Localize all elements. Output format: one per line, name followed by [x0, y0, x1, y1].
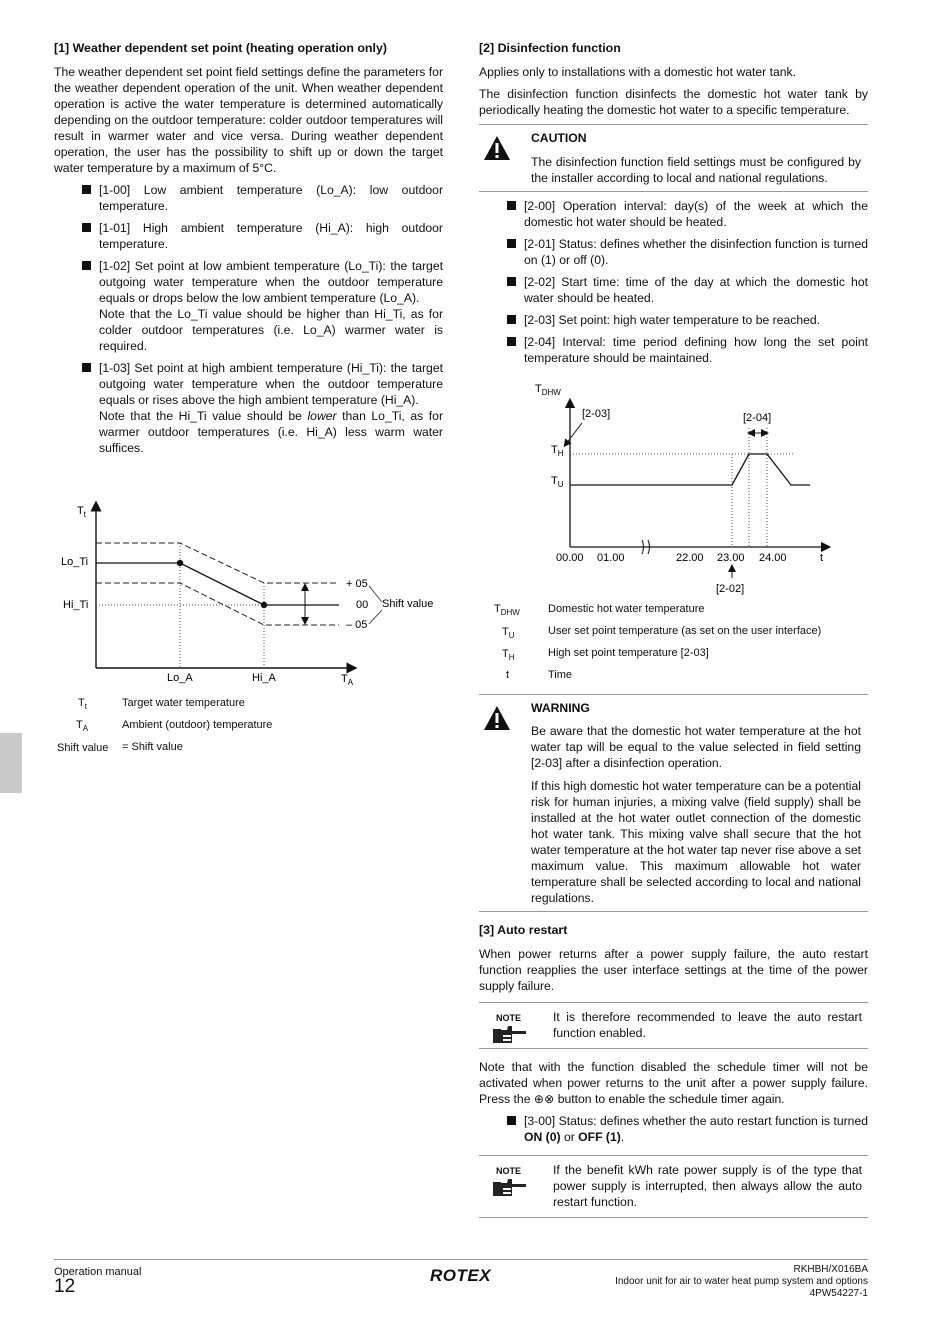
y-axis-label: $T_{DHW}$	[535, 383, 561, 397]
note-box	[479, 1002, 868, 1049]
chart2-legend	[479, 601, 869, 689]
section1-intro: The weather dependent set point field settings define the parameters for the weather dependent operation of the unit. When weather dependent operation is active the water temperature is determined automatically depending on the outdoor temperature: colder outdoor temperatures will result in warmer water and vice versa. During weather dependent operation, the user has the possibility to shift up or down the target water temperature by a maximum of 5°C.	[54, 65, 443, 175]
footer-code: 4PW54227-1	[809, 1288, 868, 1299]
minus-label: – 05	[346, 619, 368, 631]
list-item: [2-00] Operation interval: day(s) of the week at which the domestic hot water should be heated.	[507, 198, 868, 230]
tick-label: 22.00	[676, 552, 704, 564]
list-item-note: Note that the Hi_Ti value should be lower than Lo_Ti, as for warmer outdoor temperatures (i.e. Hi_A) less warm water suffices.	[99, 409, 444, 455]
list-item: [2-01] Status: defines whether the disinfection function is turned on (1) or off (0).	[507, 236, 868, 268]
schedule-timer-icon: ⊕⊗	[533, 1092, 555, 1106]
section1-title: [1] Weather dependent set point (heating operation only)	[54, 41, 387, 55]
hi-a-label: Hi_A	[252, 672, 276, 684]
list-item: [1-02] Set point at low ambient temperature (Lo_Ti): the target outgoing water temperature when the outdoor temperature equals or drops below the low ambient temperature (Lo_A). Note that the Lo_Ti value should be higher than Hi_Ti, as for colder outdoor temperatures (i.e. Lo_A) warmer water is required.	[82, 258, 443, 354]
note-text: It is therefore recommended to leave the auto restart function enabled.	[553, 1010, 862, 1040]
section1-list	[54, 182, 443, 456]
footer-desc: Indoor unit for air to water heat pump system and options	[615, 1276, 868, 1287]
legend-symbol: $T_H$	[502, 648, 515, 663]
list-item: [1-01] High ambient temperature (Hi_A): high outdoor temperature.	[82, 220, 443, 252]
list-item: [1-00] Low ambient temperature (Lo_A): low outdoor temperature.	[82, 182, 443, 214]
weather-dependent-chart	[54, 498, 454, 694]
list-item: [3-00] Status: defines whether the auto restart function is turned ON (0) or OFF (1).	[507, 1113, 868, 1145]
pointing-hand-icon	[493, 1178, 527, 1198]
legend-desc: = Shift value	[122, 741, 183, 753]
left-column	[54, 40, 443, 462]
right-column-lower	[479, 694, 868, 1218]
section3-p2: Note that with the function disabled the schedule timer will not be activated when power returns to the unit after a power supply failure. Press the ⊕⊗ button to enable the schedule timer again.	[479, 1060, 868, 1106]
legend-symbol: t	[506, 669, 510, 681]
warning-title: WARNING	[531, 701, 590, 715]
th-label: $T_H$	[551, 444, 564, 458]
brand-logo: ROTEX	[430, 1266, 492, 1285]
disinfection-chart	[520, 378, 840, 600]
y-axis-label: $T_t$	[77, 505, 86, 519]
section2-p1: Applies only to installations with a domestic hot water tank.	[479, 65, 797, 79]
note-box	[479, 1155, 868, 1218]
footer-manual: Operation manual	[54, 1266, 142, 1278]
label-2-04: [2-04]	[743, 412, 772, 424]
section3-title: [3] Auto restart	[479, 923, 568, 937]
list-item-note: Note that the Lo_Ti value should be higher than Hi_Ti, as for colder outdoor temperatures (i.e. Lo_A) warmer water is required.	[99, 307, 443, 353]
lo-a-label: Lo_A	[167, 672, 193, 684]
warning-triangle-icon	[483, 705, 511, 731]
footer-model: RKHBH/X016BA	[793, 1264, 868, 1275]
section2-title: [2] Disinfection function	[479, 41, 621, 55]
plus-label: + 05	[346, 578, 368, 590]
side-tab	[0, 733, 22, 793]
tick-label: 00.00	[556, 552, 584, 564]
warning-box	[479, 694, 868, 912]
footer-right	[615, 1264, 868, 1300]
legend-symbol: $T_U$	[502, 626, 515, 641]
legend-desc: Target water temperature	[122, 697, 245, 709]
legend-desc: High set point temperature [2-03]	[548, 647, 709, 659]
warning-triangle-icon	[483, 135, 511, 161]
tu-label: $T_U$	[551, 475, 564, 489]
legend-desc: Ambient (outdoor) temperature	[122, 719, 273, 731]
caution-box	[479, 124, 868, 192]
caution-text: The disinfection function field settings must be configured by the installer according to local and national regulations.	[531, 155, 861, 185]
section3-list	[479, 1113, 868, 1145]
note-label: NOTE	[496, 1166, 522, 1176]
legend-desc: Domestic hot water temperature	[548, 603, 705, 615]
shift-value-label: Shift value	[382, 598, 434, 610]
label-2-03: [2-03]	[582, 408, 611, 420]
section2-list	[479, 198, 868, 366]
zero-label: 00	[356, 599, 369, 611]
chart1-legend	[54, 695, 444, 765]
tick-label: 23.00	[717, 552, 745, 564]
list-item: [1-03] Set point at high ambient temperature (Hi_Ti): the target outgoing water temperature when the outdoor temperature equals or rises above the high ambient temperature (Hi_A). Note that the Hi_Ti value should be lower than Lo_Ti, as for warmer outdoor temperatures (i.e. Hi_A) less warm water suffices.	[82, 360, 443, 456]
right-column	[479, 40, 868, 372]
pointing-hand-icon	[493, 1025, 527, 1045]
legend-desc: User set point temperature (as set on the user interface)	[548, 625, 822, 637]
section2-p2: The disinfection function disinfects the domestic hot water tank by periodically heating the domestic hot water to a specific temperature.	[479, 87, 868, 117]
tick-label: 24.00	[759, 552, 787, 564]
footer-divider	[54, 1259, 868, 1260]
hi-ti-label: Hi_Ti	[63, 599, 89, 611]
caution-title: CAUTION	[531, 131, 587, 145]
list-item: [2-02] Start time: time of the day at which the domestic hot water should be heated.	[507, 274, 868, 306]
list-item: [2-04] Interval: time period defining how long the set point temperature should be maintained.	[507, 334, 868, 366]
lo-ti-label: Lo_Ti	[61, 556, 89, 568]
tick-label: t	[820, 552, 824, 564]
warning-p1: Be aware that the domestic hot water temperature at the hot water tap will be equal to the value selected in field setting [2-03] after a disinfection operation.	[531, 724, 861, 770]
note-label: NOTE	[496, 1013, 522, 1023]
section3-p1: When power returns after a power supply failure, the auto restart function reapplies the user interface settings at the time of the power supply failure.	[479, 947, 868, 993]
note-text: If the benefit kWh rate power supply is of the type that power supply is interrupted, then always allow the auto restart function.	[553, 1163, 862, 1209]
legend-symbol: $T_{DHW}$	[494, 603, 520, 618]
legend-symbol: Shift value	[57, 742, 109, 754]
list-item: [2-03] Set point: high water temperature to be reached.	[507, 312, 868, 328]
page-number: 12	[54, 1276, 76, 1297]
legend-desc: Time	[548, 669, 573, 681]
legend-symbol: $T_A$	[76, 719, 89, 734]
x-axis-label: $T_A$	[341, 673, 354, 687]
label-2-02: [2-02]	[716, 583, 745, 595]
legend-symbol: $T_t$	[78, 697, 87, 712]
warning-p2: If this high domestic hot water temperature can be a potential risk for human injuries, a mixing valve (field supply) shall be installed at the hot water outlet connection of the domestic hot water tank. This mixing valve shall secure that the hot water temperature at the hot water tap never rise above a set maximum value. This maximum allowable hot water temperature shall be selected according to local and national regulations.	[531, 779, 861, 905]
tick-label: 01.00	[597, 552, 625, 564]
